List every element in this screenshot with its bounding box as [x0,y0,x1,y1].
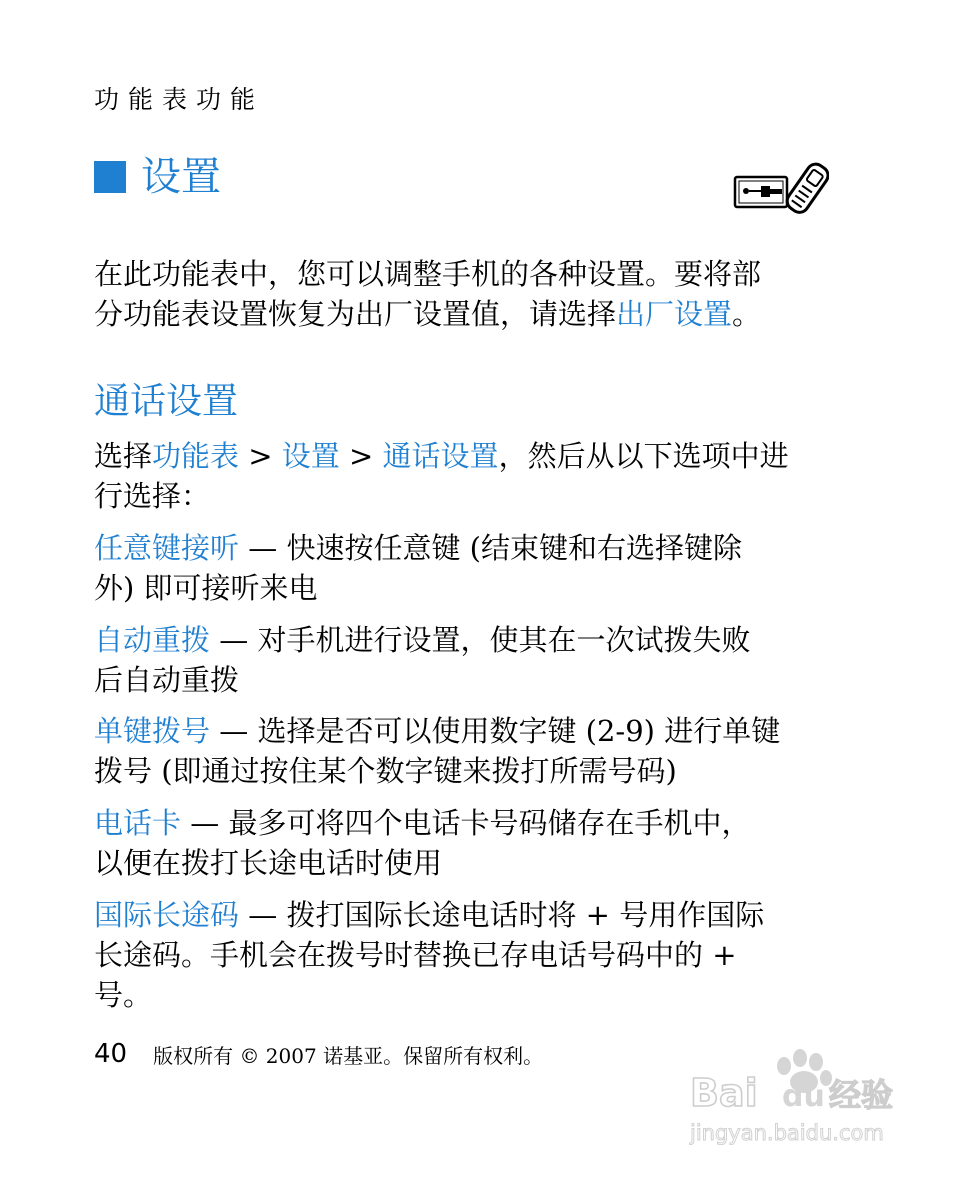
intro-line-2-text: 分功能表设置恢复为出厂设置值，请选择 [94,297,617,331]
page-footer [94,1036,543,1072]
option-name[interactable]: 自动重拨 [94,623,211,657]
call-settings-heading: 通话设置 [94,381,239,422]
option-desc-line-2: 外) 即可接听来电 [94,571,318,605]
option-speed-dial [94,711,834,791]
option-line [94,895,834,935]
watermark-logo-cn: 经验 [829,1076,894,1114]
option-international-prefix [94,895,834,1015]
settings-link[interactable]: 设置 [281,439,340,473]
option-desc: — 对手机进行设置，使其在一次试拨失败 [210,623,751,657]
option-name[interactable]: 电话卡 [94,806,182,840]
option-line [94,803,834,843]
page-number: 40 [94,1039,128,1069]
option-desc-line-3: 号。 [94,978,153,1012]
option-name[interactable]: 任意键接听 [94,531,240,565]
option-desc: — 拨打国际长途电话时将 + 号用作国际 [239,898,765,932]
option-calling-card [94,803,834,883]
intro-paragraph [94,254,834,334]
menu-path-line-2: 行选择： [94,479,211,513]
intro-line-2 [94,294,834,334]
option-any-key-answer [94,528,834,608]
option-desc-line-2: 拨号 (即通过按住某个数字键来拨打所需号码) [94,754,677,788]
path-prefix: 选择 [94,439,153,473]
option-line [94,711,834,751]
option-line [94,620,834,660]
call-settings-link[interactable]: 通话设置 [382,439,499,473]
option-desc-line-2: 以便在拨打长途电话时使用 [94,846,443,880]
baidu-jingyan-watermark [684,1040,914,1150]
watermark-logo-text: Bai [690,1071,758,1115]
option-name[interactable]: 国际长途码 [94,898,240,932]
page-title: 设置 [141,154,221,200]
option-auto-redial [94,620,834,700]
option-desc-line-2: 后自动重拨 [94,663,240,697]
path-separator-2: > [339,439,383,473]
option-desc-line-2: 长途码。手机会在拨号时替换已存电话号码中的 + [94,938,737,972]
copyright-notice: 版权所有 © 2007 诺基亚。保留所有权利。 [153,1043,544,1068]
watermark-url: jingyan.baidu.com [690,1121,884,1145]
section-header: 功能表功能 [94,85,265,114]
option-desc: — 选择是否可以使用数字键 (2-9) 进行单键 [210,714,781,748]
option-line [94,528,834,568]
path-suffix: ，然后从以下选项中进 [498,439,789,473]
option-desc: — 快速按任意键 (结束键和右选择键除 [239,531,742,565]
watermark-logo-du: du [782,1079,825,1114]
path-separator-1: > [239,439,282,473]
intro-line-2-end: 。 [732,297,762,331]
option-name[interactable]: 单键拨号 [94,714,211,748]
title-bullet-square [94,161,126,193]
menu-path-line-1 [94,436,834,476]
settings-phone-icon [733,160,829,222]
intro-line-1: 在此功能表中，您可以调整手机的各种设置。要将部 [94,257,762,291]
option-desc: — 最多可将四个电话卡号码储存在手机中， [181,806,751,840]
factory-settings-link[interactable]: 出厂设置 [616,297,733,331]
page-title-row [94,150,221,204]
menu-path-paragraph [94,436,834,516]
menu-link[interactable]: 功能表 [152,439,240,473]
